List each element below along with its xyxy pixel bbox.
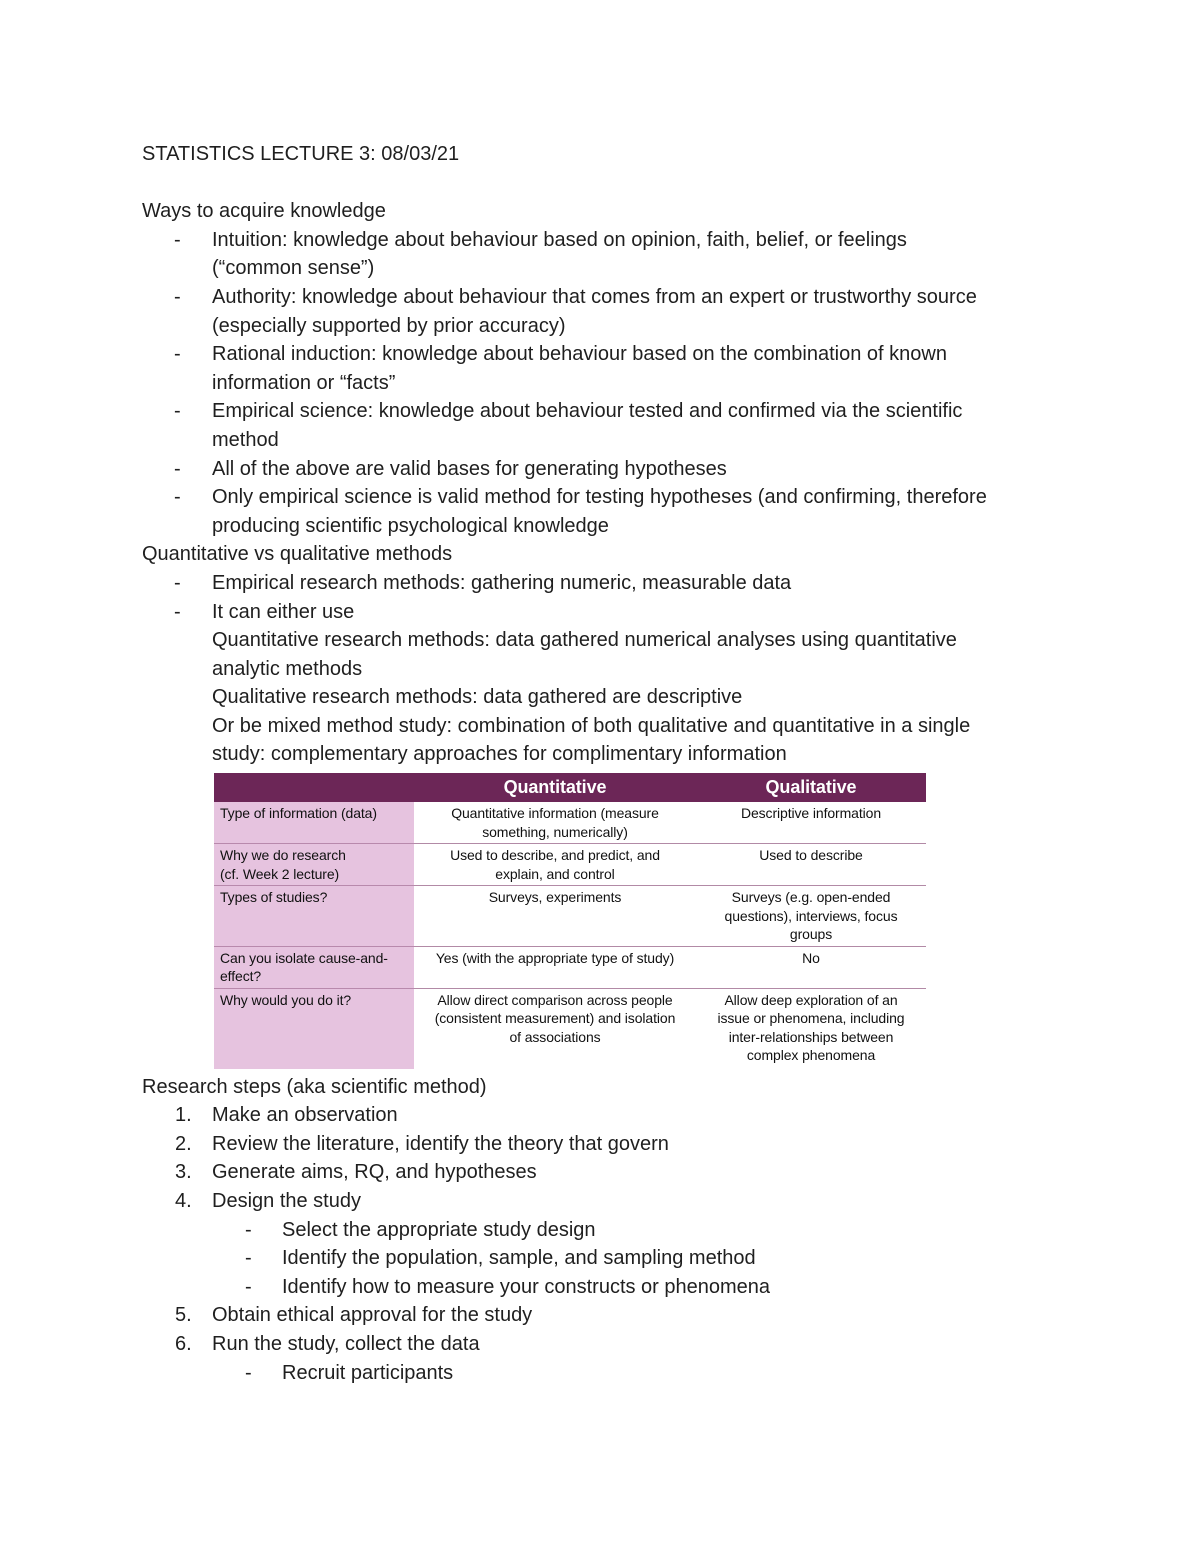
text-line: Used to describe xyxy=(759,847,863,864)
qualitative-cell xyxy=(696,946,926,988)
row-label-cell xyxy=(214,802,414,844)
list-item-text xyxy=(212,486,987,537)
table-row xyxy=(214,886,926,947)
text-line: Used to describe, and predict, and xyxy=(450,847,660,864)
step-text: Generate aims, RQ, and hypotheses xyxy=(212,1161,537,1184)
text-line: groups xyxy=(789,926,833,943)
text-line: All of the above are valid bases for generating hypotheses xyxy=(212,457,727,480)
text-line: (“common sense”) xyxy=(212,257,375,280)
dash-marker: - xyxy=(245,1218,252,1241)
row-label-cell xyxy=(214,844,414,886)
text-line: Allow deep exploration of an xyxy=(724,991,898,1008)
step-item xyxy=(142,1187,1062,1301)
document-title: STATISTICS LECTURE 3: 08/03/21 xyxy=(142,143,460,165)
step-number: 5. xyxy=(175,1304,192,1327)
text-line: Yes (with the appropriate type of study) xyxy=(435,949,675,966)
list-item: - It can either use xyxy=(142,598,1062,627)
list-item xyxy=(142,483,1062,540)
text-line: Surveys, experiments xyxy=(488,889,622,906)
text-line: complex phenomena xyxy=(746,1047,876,1064)
step-text: Make an observation xyxy=(212,1104,398,1127)
step-item xyxy=(142,1130,1062,1159)
text-line: Allow direct comparison across people xyxy=(437,991,673,1008)
text-line: information or “facts” xyxy=(212,371,396,394)
step-item xyxy=(142,1158,1062,1187)
list-item xyxy=(142,340,1062,397)
sub-item-text: Identify the population, sample, and sampling method xyxy=(282,1247,756,1270)
step-item xyxy=(142,1330,1062,1387)
dash-marker: - xyxy=(174,457,181,480)
step-text: Review the literature, identify the theory that govern xyxy=(212,1132,669,1155)
quantitative-cell xyxy=(414,946,696,988)
quantitative-cell xyxy=(414,988,696,1069)
table-row xyxy=(214,946,926,988)
dash-marker: - xyxy=(174,486,181,509)
text-line: method xyxy=(212,428,279,451)
text-line: Why would you do it? xyxy=(220,991,352,1008)
dash-marker: - xyxy=(245,1361,252,1384)
list-item-text xyxy=(212,343,947,394)
dash-marker: - xyxy=(245,1275,252,1298)
text-line: Types of studies? xyxy=(220,889,328,906)
text-line: of associations xyxy=(509,1028,601,1045)
row-label-cell xyxy=(214,988,414,1069)
dash-marker: - xyxy=(174,571,181,594)
text-line: effect? xyxy=(220,968,262,985)
step-number: 6. xyxy=(175,1332,192,1355)
list-item-text xyxy=(212,286,977,337)
text-line: producing scientific psychological knowledge xyxy=(212,514,609,537)
table-row xyxy=(214,844,926,886)
step-item xyxy=(142,1101,1062,1130)
text-line: (especially supported by prior accuracy) xyxy=(212,314,566,337)
list-item-text xyxy=(212,229,907,280)
comparison-table-figure xyxy=(214,773,926,1069)
table-header-row xyxy=(214,773,926,802)
list-item xyxy=(142,455,1062,484)
quantitative-cell xyxy=(414,802,696,844)
continuation-line: analytic methods xyxy=(212,657,363,680)
list-item-text xyxy=(212,400,962,451)
list-item: - Empirical research methods: gathering numeric, measurable data xyxy=(142,569,1062,598)
dash-marker: - xyxy=(174,400,181,423)
step-text: Obtain ethical approval for the study xyxy=(212,1304,533,1327)
dash-marker: - xyxy=(174,285,181,308)
text-line: Rational induction: knowledge about behaviour based on the combination of known xyxy=(212,343,947,366)
section-heading-knowledge: Ways to acquire knowledge xyxy=(142,200,386,223)
methods-continuation xyxy=(142,626,1062,769)
step-number: 1. xyxy=(175,1104,192,1127)
text-line: Only empirical science is valid method for testing hypotheses (and confirming, therefore xyxy=(212,486,987,509)
step-sublist xyxy=(212,1359,1062,1388)
sub-item xyxy=(212,1216,1062,1245)
header-qualitative: Qualitative xyxy=(696,773,926,802)
text-line: Quantitative information (measure xyxy=(451,805,659,822)
text-line: (cf. Week 2 lecture) xyxy=(220,865,340,882)
quantitative-cell xyxy=(414,886,696,947)
text-line: Why we do research xyxy=(220,847,346,864)
continuation-line: study: complementary approaches for complimentary information xyxy=(212,743,787,766)
list-item xyxy=(142,283,1062,340)
sub-item-text: Identify how to measure your constructs or phenomena xyxy=(282,1275,771,1298)
quantitative-cell xyxy=(414,844,696,886)
text-line: Surveys (e.g. open-ended xyxy=(731,889,891,906)
table-row xyxy=(214,988,926,1069)
qualitative-cell xyxy=(696,802,926,844)
table-row xyxy=(214,802,926,844)
sub-item xyxy=(212,1244,1062,1273)
sub-item-text: Recruit participants xyxy=(282,1361,454,1384)
text-line: Intuition: knowledge about behaviour based on opinion, faith, belief, or feelings xyxy=(212,228,907,251)
text-line: explain, and control xyxy=(495,865,615,882)
row-label-cell xyxy=(214,946,414,988)
text-line: issue or phenomena, including xyxy=(717,1010,905,1027)
qualitative-cell xyxy=(696,988,926,1069)
step-text: Run the study, collect the data xyxy=(212,1332,480,1355)
section-heading-methods: Quantitative vs qualitative methods xyxy=(142,543,453,566)
list-item-text xyxy=(212,458,727,480)
text-line: Can you isolate cause-and- xyxy=(220,949,388,966)
step-item xyxy=(142,1301,1062,1330)
continuation-line: Or be mixed method study: combination of both qualitative and quantitative in a single xyxy=(212,714,971,737)
header-blank xyxy=(214,773,414,802)
text-line: something, numerically) xyxy=(482,823,628,840)
step-number: 3. xyxy=(175,1161,192,1184)
methods-list xyxy=(142,569,1062,626)
dash-marker: - xyxy=(174,343,181,366)
document-page xyxy=(142,140,1062,1387)
text-line: Empirical science: knowledge about behaviour tested and confirmed via the scientific xyxy=(212,400,963,423)
step-number: 2. xyxy=(175,1132,192,1155)
text-line: No xyxy=(802,949,820,966)
step-text: Design the study xyxy=(212,1189,361,1212)
step-number: 4. xyxy=(175,1189,192,1212)
section-heading-steps: Research steps (aka scientific method) xyxy=(142,1075,487,1098)
text-line: Descriptive information xyxy=(740,805,882,822)
qualitative-cell xyxy=(696,844,926,886)
continuation-line: Qualitative research methods: data gathered are descriptive xyxy=(212,686,743,709)
continuation-line: Quantitative research methods: data gathered numerical analyses using quantitative xyxy=(212,629,957,652)
sub-item xyxy=(212,1273,1062,1302)
text-line: questions), interviews, focus xyxy=(724,907,898,924)
sub-item xyxy=(212,1359,1062,1388)
dash-marker: - xyxy=(245,1247,252,1270)
qualitative-cell xyxy=(696,886,926,947)
text-line: inter-relationships between xyxy=(728,1028,894,1045)
row-label-cell xyxy=(214,886,414,947)
sub-item-text: Select the appropriate study design xyxy=(282,1218,596,1241)
step-sublist xyxy=(212,1216,1062,1302)
text-line: (consistent measurement) and isolation xyxy=(434,1010,676,1027)
comparison-table xyxy=(214,773,926,1069)
knowledge-list xyxy=(142,226,1062,541)
list-item xyxy=(142,397,1062,454)
text-line: Type of information (data) xyxy=(220,805,377,822)
header-quantitative: Quantitative xyxy=(414,773,696,802)
table-body xyxy=(214,802,926,1069)
steps-list xyxy=(142,1101,1062,1387)
dash-marker: - xyxy=(174,228,181,251)
text-line: Authority: knowledge about behaviour that comes from an expert or trustworthy source xyxy=(212,285,977,308)
dash-marker: - xyxy=(174,600,181,623)
list-item xyxy=(142,226,1062,283)
